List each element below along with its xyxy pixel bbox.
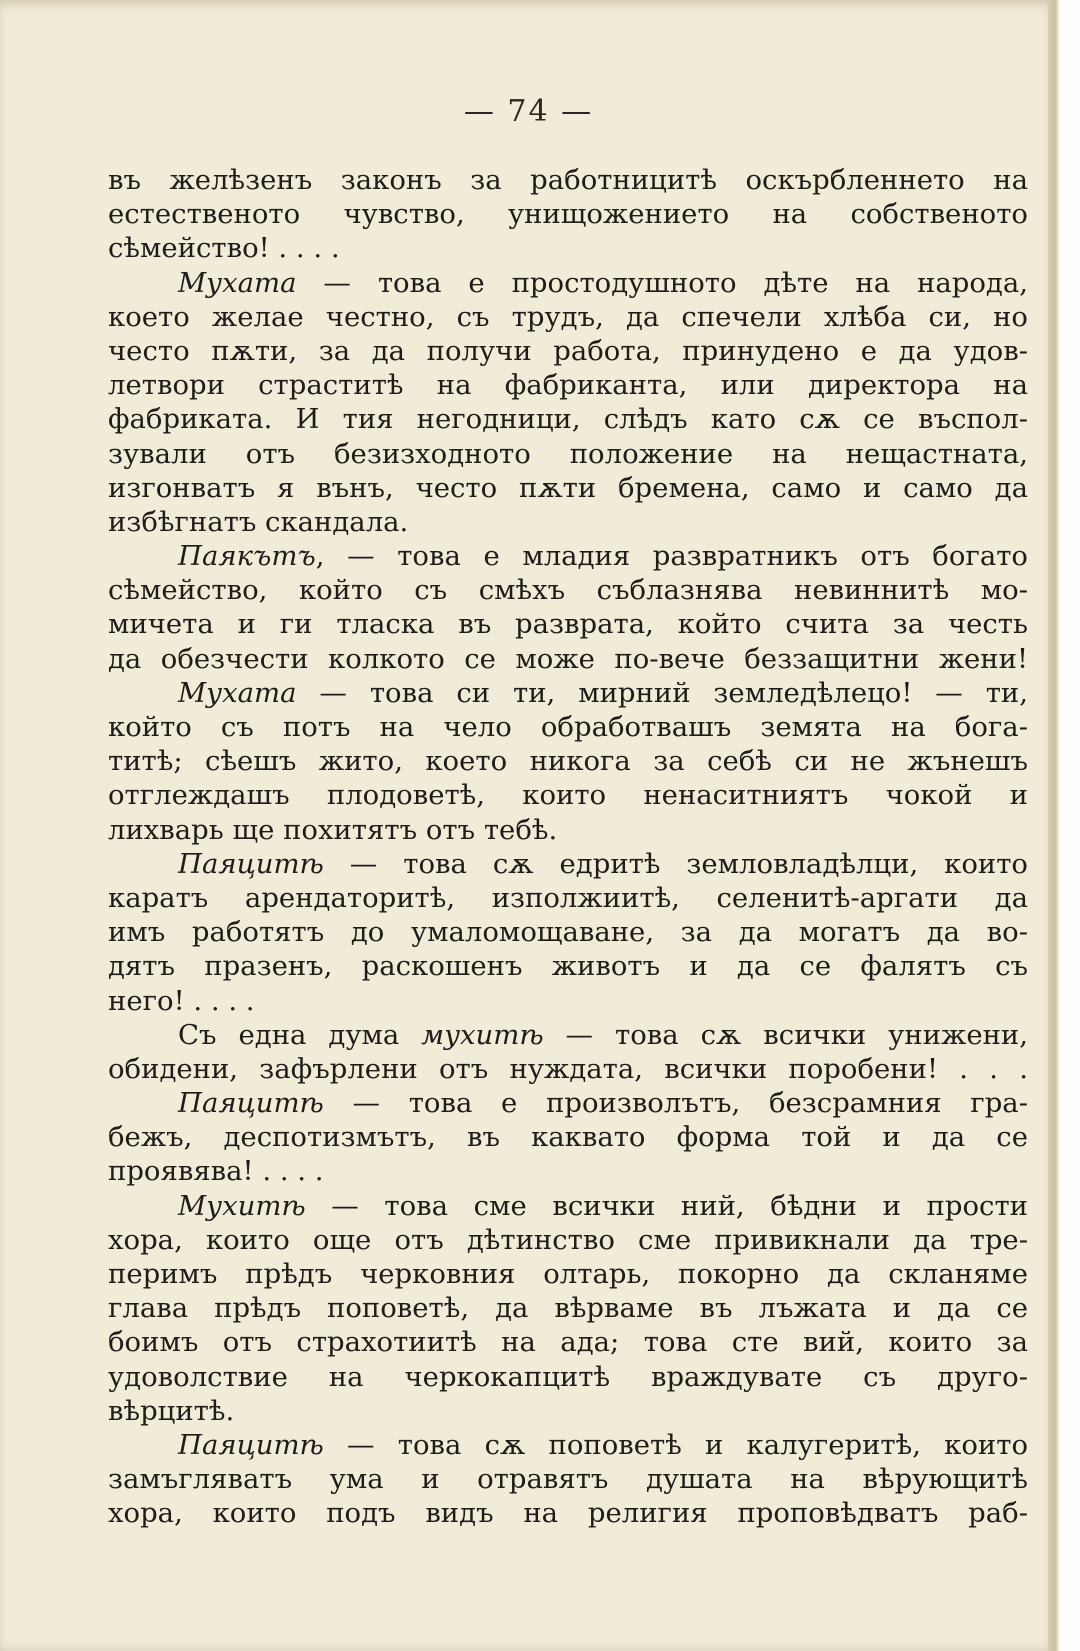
text-line: [108, 1018, 1028, 1052]
text-line: [108, 642, 1028, 676]
text-line-content: [178, 1428, 1028, 1462]
text-line-content: [108, 197, 1028, 231]
text-line: [108, 334, 1028, 368]
text-run: дятъ празенъ, раскошенъ животъ и да се фалятъ съ: [108, 950, 1028, 983]
text-line-content: [108, 984, 255, 1018]
text-line-content: [108, 1394, 234, 1428]
text-line: [108, 1086, 1028, 1120]
text-run: — това сѫ всички унижени,: [543, 1018, 1028, 1051]
text-line: [108, 1291, 1028, 1325]
text-line: [108, 197, 1028, 231]
text-run: замъгляватъ ума и отравятъ душата на вѣрующитѣ: [108, 1463, 1028, 1496]
text-line: [108, 984, 1028, 1018]
text-line: [108, 607, 1028, 641]
text-run: — това е произволътъ, безсрамния гра-: [323, 1087, 1028, 1120]
text-line: [108, 1189, 1028, 1223]
text-run: което желае честно, съ трудъ, да спечели хлѣба си, но: [108, 300, 1028, 333]
text-run: удоволствие на черкокапцитѣ враждувате съ друго-: [108, 1360, 1028, 1393]
text-line-content: [178, 1086, 1028, 1120]
text-run: който съ потъ на чело обработвашъ земята на бога-: [108, 711, 1028, 743]
text-line-content: [108, 949, 1028, 983]
text-run: него! . . . .: [108, 984, 255, 1017]
text-run: избѣгнатъ скандала.: [108, 505, 409, 538]
text-line: [108, 1325, 1028, 1359]
italic-term: Паяцитѣ: [178, 1428, 324, 1461]
text-line-content: [178, 266, 1028, 300]
text-run: — това си ти, мирний земледѣлецо! — ти,: [296, 676, 1028, 709]
text-line: [108, 1428, 1028, 1462]
text-line-content: [108, 1462, 1028, 1496]
text-line: [108, 266, 1028, 300]
italic-term: Паяцитѣ: [178, 847, 324, 880]
text-run: — това сѫ едритѣ земловладѣлци, които: [323, 847, 1028, 880]
text-line-content: [108, 1223, 1028, 1257]
text-line-content: [108, 300, 1028, 334]
text-line-content: [108, 1496, 1028, 1530]
text-line: [108, 1462, 1028, 1496]
text-run: често пѫти, за да получи работа, принудено е да удов-: [108, 334, 1028, 367]
text-run: глава прѣдъ поповетѣ, да вѣрваме въ лъжата и да се: [108, 1292, 1028, 1325]
text-line: [108, 1154, 1028, 1188]
text-run: обидени, зафърлени отъ нуждата, всички поробени! . . .: [108, 1052, 1028, 1085]
text-line: [108, 300, 1028, 334]
text-line-content: [108, 744, 1028, 778]
text-line-content: [108, 1291, 1028, 1325]
text-line: [108, 539, 1028, 573]
text-run: боимъ отъ страхотиитѣ на ада; това сте вий, които за: [108, 1326, 1028, 1359]
text-run: да обезчести колкото се може по-вече беззащитни жени!: [108, 642, 1028, 675]
text-line-content: [178, 676, 1028, 710]
text-run: отглеждашъ плодоветѣ, които ненаситниятъ чокой и: [108, 779, 1028, 812]
text-line-content: [108, 915, 1028, 949]
page-number: — 74 —: [463, 94, 594, 129]
text-run: бежъ, деспотизмътъ, въ каквато форма той и да се: [108, 1121, 1028, 1154]
text-run: — това е простодушното дѣте на народа,: [296, 266, 1028, 299]
italic-term: Мухитѣ: [178, 1189, 306, 1222]
text-line: [108, 744, 1028, 778]
italic-term: мухитѣ: [421, 1018, 544, 1051]
text-run: хора, които подъ видъ на религия проповѣдватъ раб-: [108, 1497, 1028, 1530]
text-line: [108, 1120, 1028, 1154]
text-line-content: [108, 778, 1028, 812]
text-run: — това сме всички ний, бѣдни и прости: [305, 1189, 1028, 1222]
text-line-content: [108, 1154, 324, 1188]
text-line-content: [108, 607, 1028, 641]
text-run: въ желѣзенъ законъ за работницитѣ оскърбленнето на: [108, 164, 1028, 196]
text-line-content: [108, 1360, 1028, 1394]
text-run: проявява! . . . .: [108, 1155, 324, 1188]
text-line-content: [108, 1052, 1028, 1086]
italic-term: Паякътъ: [178, 540, 316, 573]
text-line: [108, 573, 1028, 607]
text-line-content: [108, 505, 408, 539]
text-line-content: [108, 231, 340, 265]
text-run: титѣ; сѣешъ жито, което никога за себѣ си не жънешъ: [108, 745, 1028, 778]
text-run: зували отъ безизходното положение на нещастната,: [108, 437, 1028, 470]
text-line: [108, 1394, 1028, 1428]
text-line-content: [178, 847, 1028, 881]
text-line-content: [178, 1018, 1028, 1052]
body-text: [108, 163, 1028, 1531]
text-line-content: [108, 813, 557, 847]
text-line-content: [108, 402, 1028, 436]
text-line-content: [108, 163, 1028, 197]
text-line: [108, 1496, 1028, 1530]
text-run: вѣрцитѣ.: [108, 1394, 235, 1427]
text-line: [108, 505, 1028, 539]
text-line: [108, 881, 1028, 915]
text-run: изгонватъ я вънъ, често пѫти бремена, само и само да: [108, 471, 1028, 504]
text-run: , — това е младия развратникъ отъ богато: [315, 540, 1028, 573]
text-line: [108, 1360, 1028, 1394]
text-line-content: [108, 437, 1028, 471]
text-line: [108, 368, 1028, 402]
italic-term: Мухата: [178, 266, 297, 299]
text-run: лихварь ще похитятъ отъ тебѣ.: [108, 813, 558, 846]
text-run: сѣмейство! . . . .: [108, 232, 340, 265]
text-line: [108, 231, 1028, 265]
text-line: [108, 471, 1028, 505]
text-run: естественото чувство, унищожението на собственото: [108, 198, 1028, 231]
page-edge: [1048, 0, 1060, 1651]
italic-term: Паяцитѣ: [178, 1087, 324, 1120]
text-line: [108, 1052, 1028, 1086]
text-run: Съ една дума: [178, 1018, 422, 1051]
text-line: [108, 676, 1028, 710]
text-line-content: [108, 642, 1028, 676]
text-line: [108, 1223, 1028, 1257]
text-line-content: [178, 539, 1028, 573]
text-line: [108, 778, 1028, 812]
text-line: [108, 915, 1028, 949]
text-run: имъ работятъ до умаломощаване, за да могатъ да во-: [108, 916, 1028, 949]
text-line: [108, 437, 1028, 471]
text-line: [108, 163, 1028, 197]
text-line: [108, 402, 1028, 436]
text-line-content: [108, 881, 1028, 915]
text-line-content: [108, 368, 1028, 402]
text-run: хора, които още отъ дѣтинство сме привикнали да тре-: [108, 1223, 1028, 1256]
text-line-content: [108, 1257, 1028, 1291]
text-run: — това сѫ поповетѣ и калугеритѣ, които: [323, 1428, 1028, 1461]
text-line-content: [108, 1120, 1028, 1154]
text-line-content: [178, 1189, 1028, 1223]
text-line-content: [108, 471, 1028, 505]
text-line-content: [108, 1325, 1028, 1359]
text-line: [108, 949, 1028, 983]
text-run: сѣмейство, който съ смѣхъ съблазнява невиннитѣ мо-: [108, 574, 1028, 607]
text-line-content: [108, 573, 1028, 607]
text-run: каратъ арендаторитѣ, изполжиитѣ, селенитѣ-аргати да: [108, 881, 1028, 914]
text-line: [108, 847, 1028, 881]
text-run: мичета и ги тласка въ разврата, който счита за честь: [108, 608, 1028, 641]
text-line: [108, 813, 1028, 847]
text-line-content: [108, 334, 1028, 368]
text-run: летвори страститѣ на фабриканта, или директора на: [108, 369, 1028, 402]
text-line: [108, 710, 1028, 744]
text-run: фабриката. И тия негодници, слѣдъ като сѫ се въспол-: [108, 403, 1028, 436]
text-run: перимъ прѣдъ черковния олтарь, покорно да скланяме: [108, 1258, 1028, 1290]
text-line: [108, 1257, 1028, 1291]
italic-term: Мухата: [178, 676, 297, 709]
text-line-content: [108, 710, 1028, 744]
